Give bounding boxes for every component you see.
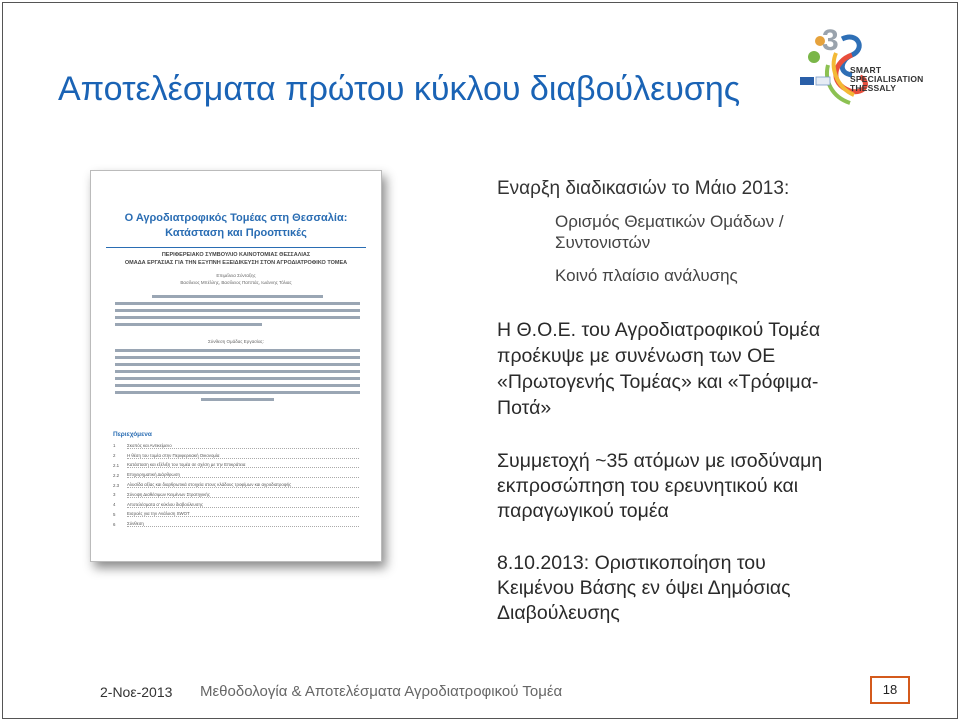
paragraph-merge-line-3: «Πρωτογενής Τομέας» και «Τρόφιμα-: [497, 371, 819, 393]
document-preview: [90, 170, 382, 562]
logo-line-3: THESSALY: [850, 83, 897, 93]
logo-number: 3: [822, 24, 839, 57]
toc-text: Επιχειρηματική Διάρθρωση: [127, 472, 359, 478]
document-heading-line-1: Ο Αγροδιατροφικός Τομέας στη Θεσσαλία:: [124, 212, 348, 224]
paragraph-participation-line-1: Συμμετοχή ~35 ατόμων με ισοδύναμη: [497, 450, 823, 472]
page-number: 18: [870, 676, 910, 704]
document-text-block-2: [115, 349, 360, 405]
document-editors: Βασίλειος Μπέλλης, Βασίλειος Παππάς, Ιωάννης Τόλιας: [180, 280, 292, 285]
toc-row: [113, 461, 363, 471]
logo-line-2: SPECIALISATION: [850, 74, 924, 84]
paragraph-participation-line-3: παραγωγικού τομέα: [497, 500, 669, 522]
toc-num: 2.3: [113, 482, 120, 488]
footer-date: 2-Νοε-2013: [100, 684, 173, 700]
toc-num: 4: [113, 502, 116, 508]
document-heading: [106, 211, 366, 241]
toc-text: Σκοπός και Αντικείμενο: [127, 443, 359, 449]
sub-bullet-groups-line-1: Ορισμός Θεματικών Ομάδων /: [555, 212, 784, 231]
document-divider: [106, 247, 366, 248]
toc-num: 2.2: [113, 472, 120, 478]
toc-text: Η θέση του τομέα στην Περιφερειακή Οικονομία: [127, 453, 359, 459]
sub-bullet-framework: Κοινό πλαίσιο ανάλυσης: [555, 266, 738, 285]
toc-heading: Περιεχόμενα: [113, 431, 152, 438]
toc-row: [113, 451, 363, 461]
logo-text: [850, 66, 923, 93]
document-subheading-line-1: ΠΕΡΙΦΕΡΕΙΑΚΟ ΣΥΜΒΟΥΛΙΟ ΚΑΙΝΟΤΟΜΙΑΣ ΘΕΣΣΑΛΙΑΣ: [161, 252, 311, 258]
toc-num: 6: [113, 521, 116, 527]
paragraph-finalization-line-3: Διαβούλευσης: [497, 602, 620, 624]
toc-row: [113, 480, 363, 490]
document-subheading-line-2: ΟΜΑΔΑ ΕΡΓΑΣΙΑΣ ΓΙΑ ΤΗΝ ΕΞΥΠΝΗ ΕΞΕΙΔΙΚΕΥΣΗ ΣΤΟΝ ΑΓΡΟΔΙΑΤΡΟΦΙΚΟ ΤΟΜΕΑ: [124, 260, 348, 266]
document-text-block-1: [115, 295, 360, 330]
toc-text: Εισροές για την Ανάλυση SWOT: [127, 511, 359, 517]
document-heading-line-2: Κατάσταση και Προοπτικές: [165, 227, 307, 239]
footer-title: Μεθοδολογία & Αποτελέσματα Αγροδιατροφικού Τομέα: [200, 683, 563, 700]
toc-text: Αποτελέσματα α' κύκλου διαβούλευσης: [127, 502, 359, 508]
logo-line-1: SMART: [850, 65, 882, 75]
slide-title: Αποτελέσματα πρώτου κύκλου διαβούλευσης: [58, 70, 741, 108]
document-editors-label: Επιμέλεια Σύνταξης: [216, 273, 256, 278]
paragraph-merge-line-2: προέκυψε με συνένωση των ΟΕ: [497, 345, 776, 367]
toc-num: 2.1: [113, 462, 120, 468]
toc-row: [113, 519, 363, 529]
paragraph-finalization-line-2: Κειμένου Βάσης εν όψει Δημόσιας: [497, 577, 791, 599]
sub-bullet-groups-line-2: Συντονιστών: [555, 233, 651, 252]
toc-num: 3: [113, 492, 116, 498]
toc-num: 2: [113, 453, 116, 459]
toc-text: Σύνθεση: [127, 521, 359, 527]
document-subheading: [106, 251, 366, 267]
toc-row: [113, 510, 363, 520]
toc-text: Σύνοψη Διαθέσιμων Κειμένων Στρατηγικής: [127, 492, 359, 498]
toc-num: 1: [113, 443, 116, 449]
toc-row: [113, 490, 363, 500]
toc-text: Κατάσταση και εξέλιξη του τομέα σε σχέση με την Επικράτεια: [127, 462, 359, 468]
toc-num: 5: [113, 511, 116, 517]
paragraph-merge-line-1: Η Θ.Ο.Ε. του Αγροδιατροφικού Τομέα: [497, 319, 821, 341]
table-of-contents: [113, 441, 363, 529]
toc-row: [113, 470, 363, 480]
document-coordination-label: Σύνθεση Ομάδας Εργασίας:: [208, 339, 264, 344]
paragraph-participation-line-2: εκπροσώπηση του ερευνητικού και: [497, 475, 799, 497]
toc-row: [113, 441, 363, 451]
bullet-start-process: Εναρξη διαδικασιών το Μάιο 2013:: [497, 178, 790, 199]
toc-text: Αλυσίδα αξίας και διαρθρωτικά στοιχεία στους κλάδους τροφίμων και αγροδιατροφής: [127, 482, 359, 488]
toc-row: [113, 500, 363, 510]
paragraph-finalization-line-1: 8.10.2013: Οριστικοποίηση του: [497, 552, 766, 574]
paragraph-merge-line-4: Ποτά»: [497, 397, 552, 419]
